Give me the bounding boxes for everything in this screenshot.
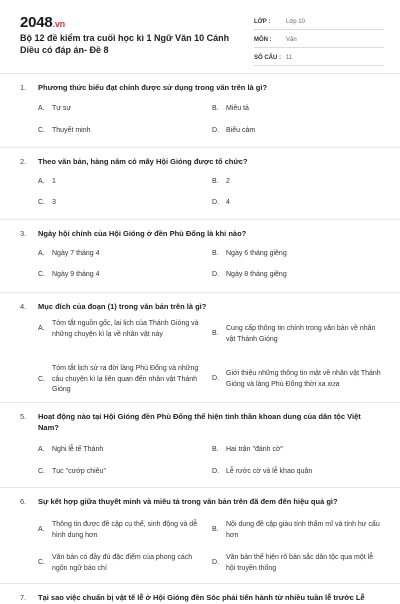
option-a[interactable]: [38, 319, 203, 340]
option-letter: A.: [38, 105, 45, 112]
question-text: Phương thức biểu đạt chính được sử dụng trong văn trên là gì?: [38, 83, 268, 92]
option-letter: C.: [38, 468, 45, 475]
option-letter: C.: [38, 271, 45, 278]
logo-text: 2048: [20, 14, 53, 31]
option-text: Cung cấp thông tin chính trong văn bản về nhân vật Thánh Gióng: [226, 325, 376, 343]
question-stem: [20, 301, 380, 312]
meta-key: MÔN :: [254, 36, 272, 43]
question-stem: [20, 82, 380, 93]
meta-key: LỚP :: [254, 18, 271, 25]
option-text: Lễ rước cờ và lễ khao quân: [226, 468, 313, 475]
option-letter: B.: [212, 526, 219, 534]
question-3: [0, 220, 400, 293]
option-a[interactable]: [38, 104, 203, 115]
option-text: Tóm tắt lịch sử ra đời làng Phù Đổng và những câu chuyện kì lạ liên quan đến nhân vật Thánh Gióng: [52, 365, 199, 393]
option-b[interactable]: [212, 104, 382, 115]
option-a[interactable]: [38, 249, 203, 260]
option-text: Miêu tả: [226, 105, 249, 112]
option-letter: A.: [38, 446, 45, 453]
question-6: [0, 488, 400, 584]
question-number: 1.: [20, 83, 27, 92]
option-text: 3: [52, 199, 56, 206]
question-number: 5.: [20, 412, 27, 421]
question-stem: [20, 592, 380, 603]
question-number: 6.: [20, 497, 27, 506]
option-d[interactable]: [212, 270, 382, 281]
option-b[interactable]: [212, 445, 382, 456]
option-c[interactable]: [38, 553, 204, 574]
option-letter: D.: [212, 199, 219, 206]
meta-row-count: [254, 50, 384, 66]
question-text: Hoạt động nào tại Hội Gióng đền Phù Đổng thể hiện tinh thần khoan dung của dân tộc Việt Nam?: [38, 412, 361, 432]
option-text: Văn bản thể hiện rõ bản sắc dân tộc qua một lễ hội truyền thống: [226, 554, 374, 572]
option-c[interactable]: [38, 126, 203, 137]
document-header: [0, 0, 400, 74]
option-text: Nghi lễ tế Thánh: [52, 446, 104, 453]
question-text: Sự kết hợp giữa thuyết minh và miêu tả trong văn bản trên đã đem đến hiệu quả gì?: [38, 497, 338, 506]
option-letter: C.: [38, 375, 45, 383]
option-d[interactable]: [212, 126, 382, 137]
option-d[interactable]: [212, 467, 382, 478]
option-a[interactable]: [38, 177, 203, 188]
option-letter: C.: [38, 127, 45, 134]
option-text: Nội dung đề cập giàu tính thẩm mĩ và tính hư cấu hơn: [226, 521, 380, 539]
question-number: 4.: [20, 302, 27, 311]
option-letter: B.: [212, 250, 219, 257]
option-d[interactable]: [212, 369, 384, 390]
option-text: Ngày 7 tháng 4: [52, 250, 100, 257]
meta-row-subject: [254, 32, 384, 48]
option-letter: C.: [38, 199, 45, 206]
option-letter: B.: [212, 178, 219, 185]
option-b[interactable]: [212, 249, 382, 260]
meta-key: SỐ CÂU :: [254, 54, 281, 61]
question-stem: [20, 156, 380, 167]
question-text: Theo văn bản, hàng năm có mấy Hội Gióng được tổ chức?: [38, 157, 248, 166]
question-text: Ngày hội chính của Hội Gióng ở đền Phù Đổng là khi nào?: [38, 229, 247, 238]
option-a[interactable]: [38, 445, 203, 456]
option-c[interactable]: [38, 364, 206, 396]
option-letter: A.: [38, 526, 45, 534]
option-letter: D.: [212, 559, 219, 567]
site-logo[interactable]: [20, 14, 65, 31]
option-letter: C.: [38, 559, 45, 567]
option-d[interactable]: [212, 198, 382, 209]
option-text: Giới thiệu những thông tin mật về nhân vật Thánh Gióng và làng Phù Đổng thời xa xưa: [226, 370, 381, 388]
question-number: 7.: [20, 593, 27, 602]
option-text: 2: [226, 178, 230, 185]
option-text: Ngày 8 tháng giêng: [226, 271, 287, 278]
option-letter: B.: [212, 446, 219, 453]
option-text: Hai trận "đánh cờ": [226, 446, 284, 453]
option-letter: B.: [212, 105, 219, 112]
question-4: [0, 293, 400, 403]
question-1: [0, 74, 400, 148]
option-text: Ngày 9 tháng 4: [52, 271, 100, 278]
meta-value: Lớp 10: [286, 18, 305, 25]
option-c[interactable]: [38, 467, 203, 478]
option-letter: D.: [212, 468, 219, 475]
option-text: Biểu cảm: [226, 127, 256, 134]
question-number: 2.: [20, 157, 27, 166]
question-number: 3.: [20, 229, 27, 238]
option-letter: A.: [38, 250, 45, 257]
option-letter: D.: [212, 375, 219, 383]
meta-value: Văn: [286, 36, 297, 43]
question-5: [0, 403, 400, 488]
option-text: Thông tin được đề cập cụ thể, sinh động và dễ hình dung hơn: [52, 521, 198, 539]
option-letter: B.: [212, 330, 219, 338]
option-text: Tự sự: [52, 105, 72, 112]
question-text: Mục đích của đoạn (1) trong văn bản trên là gì?: [38, 302, 207, 311]
logo-suffix: .vn: [52, 19, 65, 29]
option-letter: D.: [212, 271, 219, 278]
meta-value: 11: [286, 54, 293, 61]
question-7: [0, 584, 400, 604]
question-stem: [20, 228, 380, 239]
question-stem: [20, 411, 380, 433]
option-b[interactable]: [212, 520, 384, 541]
question-text: Tại sao việc chuẩn bị vật tế lễ ở Hội Gióng đền Sóc phải tiến hành từ nhiều tuần lễ trước Lễ: [38, 593, 365, 602]
option-text: 1: [52, 178, 56, 185]
option-text: Văn bản có đầy đủ đặc điểm của phong cách ngôn ngữ báo chí: [52, 554, 193, 572]
option-text: Ngày 6 tháng giêng: [226, 250, 287, 257]
question-2: [0, 148, 400, 220]
option-text: Tục "cướp chiêu": [52, 468, 106, 475]
option-d[interactable]: [212, 553, 384, 574]
option-a[interactable]: [38, 520, 204, 541]
option-text: Tóm tắt nguồn gốc, lai lịch của Thánh Gióng và những chuyện kì lạ về nhân vật này: [52, 320, 199, 338]
option-letter: A.: [38, 325, 45, 333]
option-b[interactable]: [212, 324, 384, 345]
question-stem: [20, 496, 380, 507]
option-text: Thuyết minh: [52, 127, 91, 134]
meta-row-grade: [254, 14, 384, 30]
option-letter: D.: [212, 127, 219, 134]
option-letter: A.: [38, 178, 45, 185]
option-b[interactable]: [212, 177, 382, 188]
option-c[interactable]: [38, 270, 203, 281]
option-c[interactable]: [38, 198, 203, 209]
document-meta: [254, 14, 384, 68]
option-text: 4: [226, 199, 230, 206]
document-title: Bộ 12 đề kiểm tra cuối học kì 1 Ngữ Văn 10 Cánh Diều có đáp án- Đề 8: [20, 33, 230, 55]
